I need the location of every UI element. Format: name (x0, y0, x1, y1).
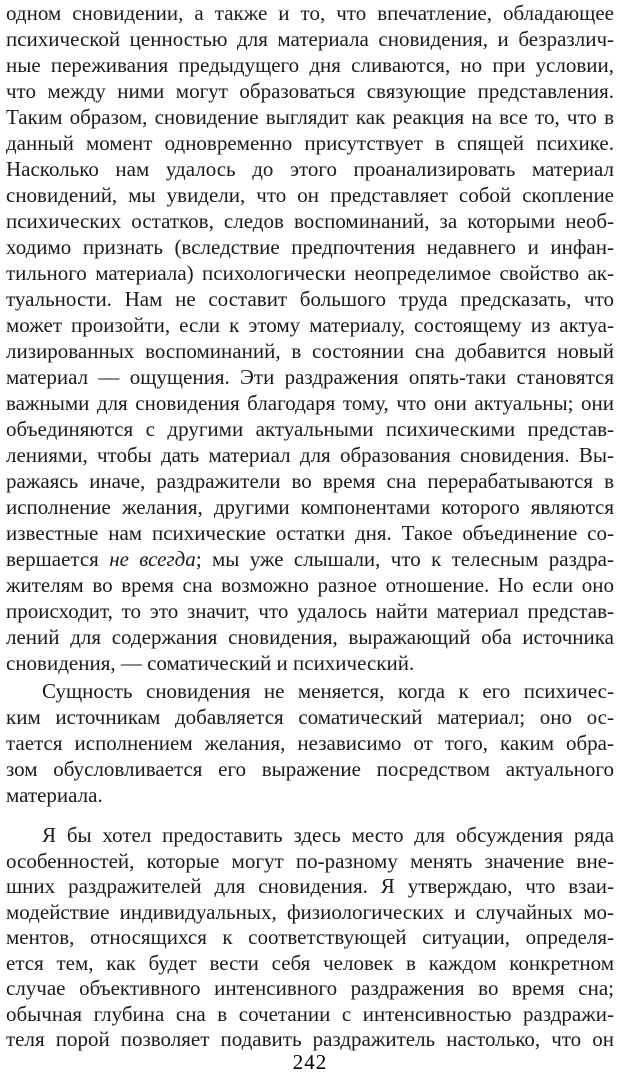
text-span: вершается (6, 547, 110, 571)
text-line: важными для сновидения благодаря тому, что они актуальны; они (6, 391, 614, 415)
text-line: модействие индивидуальных, физиологических и случайных мо- (6, 899, 614, 924)
text-line: что между ними могут образоваться связующие представления. (6, 79, 614, 103)
text-line: исполнение желания, другими компонентами которого являются (6, 495, 614, 519)
text-line: теля порой позволяет подавить раздражитель настолько, что он (6, 1027, 614, 1051)
text-line: ражаясь иначе, раздражители во время сна перерабатываются в (6, 469, 614, 493)
text-line: происходит, то это значит, что удалось найти материал представ- (6, 599, 614, 623)
text-line: тается исполнением желания, независимо от того, каким обра- (6, 731, 614, 755)
text-line: психических остатков, следов воспоминаний, за которыми необ- (6, 209, 614, 233)
text-line: туальности. Нам не составит большого труда предсказать, что (6, 287, 614, 311)
text-line: материал — ощущения. Эти раздражения опять-таки становятся (6, 365, 614, 389)
text-line: объединяются с другими актуальными психическими представ- (6, 417, 614, 441)
text-span: ; мы уже слышали, что к телесным раздра- (195, 547, 614, 571)
text-line: ментов, относящихся к соответствующей ситуации, определя- (6, 925, 614, 949)
text-line: данный момент одновременно присутствует в спящей психике. (6, 131, 614, 155)
text-line: ется тем, как будет вести себя человек в каждом конкретном (6, 950, 614, 975)
text-line: особенностей, которые могут по-разному менять значение вне- (6, 848, 614, 873)
text-line: тильного материала) психологически неопределимое свойство ак- (6, 261, 614, 285)
text-line: случае объективного интенсивного раздражения во время сна; (6, 976, 614, 1000)
text-line: Сущность сновидения не меняется, когда к его психичес- (42, 679, 614, 703)
text-line: ким источникам добавляется соматический материал; оно ос- (6, 705, 614, 729)
text-line: жителям во время сна возможно разное отношение. Но если оно (6, 573, 614, 597)
text-line: зом обусловливается его выражение посредством актуального (6, 757, 614, 781)
text-line: психической ценностью для материала сновидения, и безразлич- (6, 27, 614, 51)
text-line: шних раздражителей для сновидения. Я утверждаю, что взаи- (6, 874, 614, 898)
text-line: обычная глубина сна в сочетании с интенсивностью раздражи- (6, 1001, 614, 1026)
text-line: лений для содержания сновидения, выражающий оба источника (6, 625, 614, 649)
text-line: ные переживания предыдущего дня сливаются, но при условии, (6, 53, 614, 77)
text-line: сновидения, — соматический и психический. (6, 651, 415, 675)
page-number: 242 (292, 1050, 328, 1074)
text-line: лениями, чтобы дать материал для образования сновидения. Вы- (6, 443, 614, 467)
text-line: Таким образом, сновидение выглядит как реакция на все то, что в (6, 105, 614, 129)
text-line: Насколько нам удалось до этого проанализировать материал (6, 157, 614, 181)
text-line: Я бы хотел предоставить здесь место для обсуждения ряда (42, 823, 614, 847)
text-line: материала. (6, 783, 103, 807)
text-line: известные нам психические остатки дня. Такое объединение со- (6, 521, 614, 545)
text-line: лизированных воспоминаний, в состоянии сна добавится новый (6, 339, 614, 363)
italic-emphasis: не всегда (109, 547, 196, 571)
text-line: одном сновидении, а также и то, что впечатление, обладающее (6, 1, 614, 25)
text-line: ходимо признать (вследствие предпочтения недавнего и инфан- (6, 235, 614, 259)
text-line: сновидений, мы увидели, что он представляет собой скопление (6, 183, 614, 207)
text-line-italic (6, 546, 614, 572)
text-line: может произойти, если к этому материалу, состоящему из актуа- (6, 313, 614, 337)
